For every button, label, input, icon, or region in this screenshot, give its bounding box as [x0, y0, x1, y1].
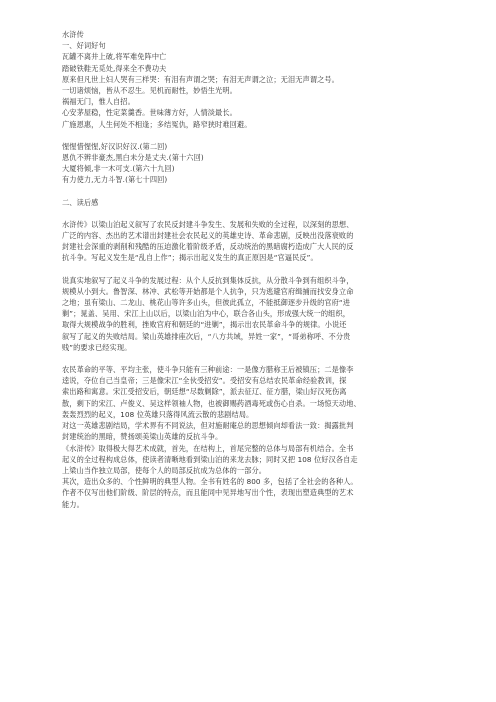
paragraph-line: 逵说，夺位自己当皇帝；三是像宋江“全伙受招安”。受招安有总结农民革命经验教训，探 [62, 376, 347, 386]
paragraph-line: 水浒传》以梁山泊起义叙写了农民反封建斗争发生、发展和失败的全过程，以深刻的思想、 [62, 219, 354, 229]
paragraph-line: 对这一英雄悲剧结局，学术界有不同说法，但对施耐庵总的思想倾向却看法一致：揭露批判 [62, 421, 354, 431]
paragraph-line: 作者不仅写出他们阶级、阶层的特点，而且能同中见异地写出个性，表现出塑造典型的艺术 [62, 488, 354, 498]
quote-line: 踏破铁鞋无觅处,得来全不费功夫 [62, 63, 167, 73]
paragraph-line: 广泛的内容、杰出的艺术谱出封建社会农民起义的英雄史诗、革命悲剧，反映出没落衰败的 [62, 231, 354, 241]
paragraph-line: 贱”的要求已经实现。 [62, 342, 132, 352]
paragraph-line: 索出路和寓意。宋江受招安后，朝廷想“尽数剿除”，派去征辽、征方腊，梁山好汉死伤离 [62, 387, 347, 397]
review-paragraph-2 [62, 275, 434, 353]
quote-line: 瓦罐不离井上破,将军难免阵中亡 [62, 52, 167, 62]
paragraph-line: 叙写了起义的失败结局。梁山英雄排座次后，“八方共域，异姓一家”，“哥弟称呼、不分贵 [62, 331, 351, 341]
paragraph-line: 起义的全过程构成总体，使读者清晰地看到梁山泊的来龙去脉；同时又把 108 位好汉各自走 [62, 454, 358, 464]
paragraph-line: 农民革命的平等、平均主张，使斗争只能有三种前途：一是像方腊称王后被镇压；二是像李 [62, 365, 354, 375]
chapter-quote: 有力使力,无力斗智.(第七十四回) [62, 175, 168, 185]
chapter-quote: 大厦将倾,非一木可支.(第六十九回) [62, 164, 175, 174]
paragraph-line: 剿”；晁盖、吴用、宋江上山以后，以梁山泊为中心，联合各山头，形成强大统一的组织， [62, 309, 351, 319]
review-paragraph-1 [62, 219, 434, 264]
paragraph-line: 抗斗争。写起义发生是“乱自上作”；揭示出起义发生的真正原因是“官逼民反”。 [62, 253, 318, 263]
quotes-block-chapters [62, 141, 434, 186]
paragraph-line: 散，剩下的宋江、卢俊义、吴这样领袖人物，也被御赐药酒毒死或伤心自杀。一场惊天动地、 [62, 398, 361, 408]
paragraph-line: 上梁山当作独立局部，使每个人的局部反抗成为总体的一部分。 [62, 465, 267, 475]
chapter-quote: 惺惺惜惺惺,好汉识好汉.(第二回) [62, 141, 168, 151]
paragraph-line: 其次，造出众多的、个性鲜明的典型人物。全书有姓名的 800 多，包括了全社会的各种人。 [62, 477, 358, 487]
paragraph-line: 《水浒传》取得极大得艺术成就，首先，在结构上，首尾完整的总体与局部有机结合。全书 [62, 443, 354, 453]
section-heading: 二、读后感 [62, 197, 99, 207]
paragraph-line: 之地；虽有梁山、二龙山、桃花山等许多山头，但彼此孤立，不能抵御逐步升级的官府“进 [62, 298, 351, 308]
paragraph-line: 封建社会深重的剥削和残酷的压迫激化着阶级矛盾，反动统治的黑暗腐朽造成广大人民的反 [62, 242, 354, 252]
paragraph-line: 规模从小到大。鲁智深、林冲、武松等开始都是个人抗争，只为逃避官府缉捕而找安身立命 [62, 286, 354, 296]
quote-line: 一切诸烦恼，皆从不忍生。见机而耐性，妙悟生光明。 [62, 86, 237, 96]
doc-title: 水浒传 [62, 30, 84, 39]
section-heading: 一、好词好句 [62, 41, 106, 51]
quote-line: 祸福无门，惟人自招。 [62, 97, 135, 107]
quote-line: 心安茅屋稳，性定菜羹香。世味薄方好，人情淡最长。 [62, 108, 237, 118]
paragraph-line: 轰轰烈烈的起义，108 位英雄只落得风流云散的悲剧结局。 [62, 409, 254, 419]
paragraph-line: 能力。 [62, 499, 84, 509]
quote-line: 广施恩惠，人生何处不相逢；多结冤仇，路窄狭时难回避。 [62, 119, 252, 129]
chapter-quote: 恩仇不辨非豪杰,黑白未分是丈夫.(第十六回) [62, 153, 204, 163]
review-paragraph-3 [62, 364, 434, 510]
paragraph-line: 说真实地叙写了起义斗争的发展过程：从个人反抗到集体反抗，从分散斗争到有组织斗争， [62, 275, 354, 285]
quote-line: 原来但凡世上妇人哭有三样哭：有泪有声谓之哭；有泪无声谓之泣；无泪无声谓之号。 [62, 74, 339, 84]
paragraph-line: 封建统治的黑暗，赞扬颂美梁山英雄的反抗斗争。 [62, 432, 223, 442]
quotes-block [62, 51, 434, 129]
paragraph-line: 取得大规模战争的胜利，挫败官府和朝廷的“进剿”，揭示出农民革命斗争的规律。小说还 [62, 320, 347, 330]
